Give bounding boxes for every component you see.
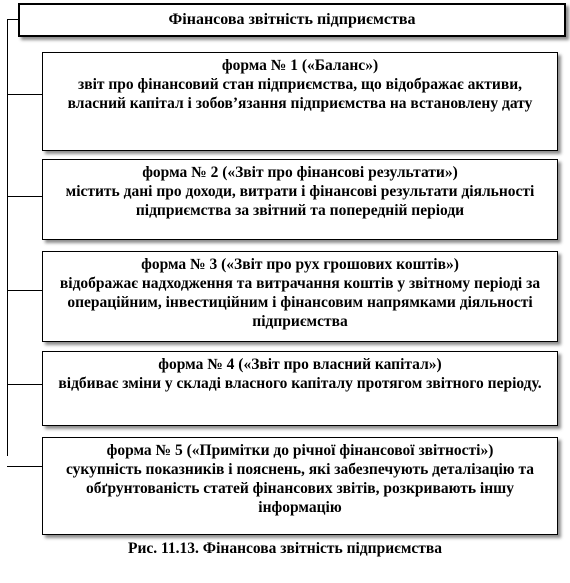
form-5-description: сукупність показників і пояснень, які забезпечують деталізацію та обґрунтованість статей фінансових звітів, розкривають іншу інформацію bbox=[65, 461, 535, 516]
form-3-title: форма № 3 («Звіт про рух грошових коштів») bbox=[141, 256, 459, 273]
diagram-title: Фінансова звітність підприємства bbox=[168, 11, 416, 28]
connector-to-form-1 bbox=[7, 94, 42, 95]
diagram-title-box bbox=[18, 3, 566, 37]
form-4-title: форма № 4 («Звіт про власний капітал») bbox=[158, 356, 442, 373]
form-1-box bbox=[42, 52, 558, 151]
figure-caption: Рис. 11.13. Фінансова звітність підприємства bbox=[127, 540, 443, 557]
form-1-description: звіт про фінансовий стан підприємства, що відображає активи, власний капітал і зобов’язання підприємства на встановлену дату bbox=[67, 76, 533, 112]
form-3-box bbox=[42, 251, 558, 342]
form-4-box bbox=[42, 351, 558, 426]
connector-to-title bbox=[7, 19, 18, 20]
form-4-description: відбиває зміни у складі власного капіталу протягом звітного періоду. bbox=[58, 375, 542, 392]
form-5-title: форма № 5 («Примітки до річної фінансової звітності») bbox=[106, 442, 494, 459]
form-3-description: відображає надходження та витрачання коштів у звітному періоді за операційним, інвестиційним і фінансовим напрямками діяльності підприємства bbox=[59, 275, 541, 330]
connector-to-form-2 bbox=[7, 196, 42, 197]
form-2-title: форма № 2 («Звіт про фінансові результати») bbox=[142, 164, 458, 181]
connector-to-form-4 bbox=[7, 384, 42, 385]
connector-to-form-3 bbox=[7, 290, 42, 291]
connector-trunk bbox=[7, 19, 8, 456]
form-2-box bbox=[42, 159, 558, 240]
form-5-box bbox=[42, 437, 558, 535]
form-1-title: форма № 1 («Баланс») bbox=[221, 57, 379, 74]
form-2-description: містить дані про доходи, витрати і фінансові результати діяльності підприємства за звітний та попередній періоди bbox=[65, 183, 535, 219]
connector-to-form-5 bbox=[7, 466, 42, 467]
